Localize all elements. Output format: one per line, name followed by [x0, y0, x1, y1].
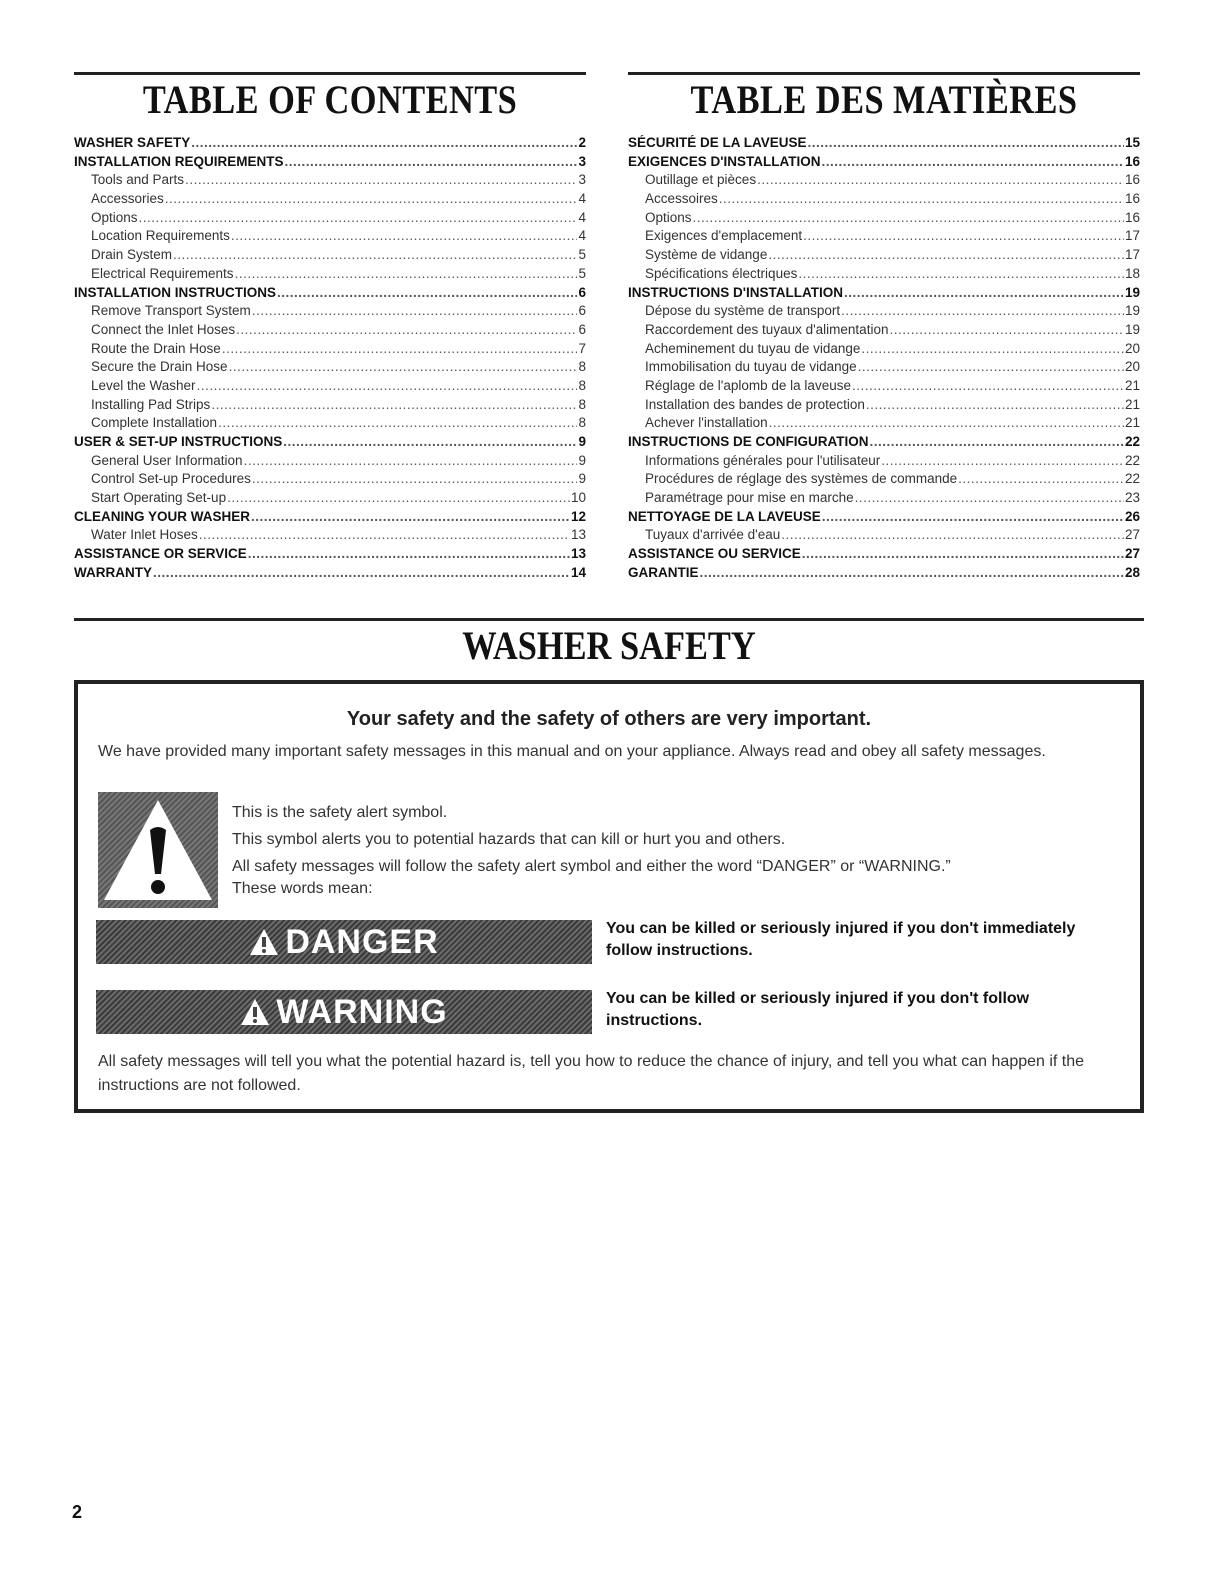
toc-entry-label: Acheminement du tuyau de vidange [645, 340, 861, 356]
toc-leader-dots [185, 172, 577, 187]
toc-entry-label: INSTALLATION REQUIREMENTS [74, 153, 284, 169]
toc-leader-dots [858, 359, 1124, 374]
toc-leader-dots [768, 247, 1124, 262]
toc-entry-label: ASSISTANCE OR SERVICE [74, 546, 247, 562]
safety-intro: We have provided many important safety messages in this manual and on your appliance. Always read and obey all safety messages. [98, 743, 1046, 760]
toc-entry-label: Remove Transport System [91, 303, 251, 319]
toc-entry-label: Exigences d'emplacement [645, 228, 803, 244]
toc-entry [628, 527, 1140, 546]
toc-leader-dots [798, 266, 1124, 281]
toc-leader-dots [191, 135, 577, 150]
toc-entry-label: Location Requirements [91, 228, 230, 244]
toc-entry [74, 509, 586, 528]
toc-leader-dots [251, 509, 570, 524]
toc-entry-label: Paramétrage pour mise en marche [645, 490, 854, 506]
toc-entry-label: Options [645, 209, 692, 225]
toc-leader-dots [803, 228, 1124, 243]
toc-entry-page: 9 [578, 434, 586, 449]
toc-leader-dots [252, 303, 578, 318]
toc-entry-page: 4 [578, 228, 586, 244]
safety-outro: All safety messages will tell you what the potential hazard is, tell you how to reduce the chance of injury, and tell you what can happen if the instructions are not followed. [98, 1053, 1085, 1094]
safety-alert-icon [98, 792, 218, 908]
toc-entry-label: INSTRUCTIONS DE CONFIGURATION [628, 434, 869, 449]
toc-entry [74, 285, 586, 304]
toc-entry [628, 322, 1140, 341]
toc-entry [74, 303, 586, 322]
toc-english-title: TABLE OF CONTENTS [142, 77, 518, 122]
toc-entry-page: 21 [1124, 396, 1140, 412]
toc-english-rule [74, 72, 586, 75]
toc-leader-dots [881, 453, 1124, 468]
toc-leader-dots [165, 191, 578, 206]
toc-entry-label: Route the Drain Hose [91, 340, 221, 356]
toc-entry-label: Tools and Parts [91, 172, 185, 188]
toc-entry-label: Immobilisation du tuyau de vidange [645, 359, 857, 375]
alert-line: All safety messages will follow the safety alert symbol and either the word “DANGER” or “WARNING.” [232, 858, 951, 875]
toc-entry-page: 28 [1124, 564, 1140, 580]
toc-entry-page: 16 [1124, 209, 1140, 225]
toc-entry-page: 9 [578, 452, 586, 468]
toc-entry [74, 565, 586, 584]
toc-leader-dots [808, 135, 1124, 150]
toc-entry [628, 453, 1140, 472]
toc-entry-page: 5 [578, 247, 586, 263]
toc-entry [628, 154, 1140, 173]
toc-leader-dots [227, 490, 570, 505]
toc-leader-dots [757, 172, 1124, 187]
toc-leader-dots [236, 322, 577, 337]
toc-entry [74, 471, 586, 490]
toc-entry-page: 15 [1124, 135, 1140, 150]
toc-leader-dots [211, 397, 577, 412]
toc-entry-page: 14 [570, 564, 586, 580]
toc-leader-dots [235, 266, 578, 281]
toc-leader-dots [197, 378, 578, 393]
warning-message: You can be killed or seriously injured if you don't follow instructions. [606, 990, 1030, 1029]
toc-entry-page: 16 [1124, 172, 1140, 188]
toc-entry-page: 26 [1124, 508, 1140, 524]
toc-entry-label: Dépose du système de transport [645, 303, 841, 319]
toc-entry [628, 434, 1140, 453]
toc-entry [74, 341, 586, 360]
toc-entry-page: 22 [1124, 434, 1140, 449]
toc-entry-label: ASSISTANCE OU SERVICE [628, 546, 801, 562]
toc-entry-label: Spécifications électriques [645, 265, 798, 281]
alert-triangle-icon [249, 928, 279, 956]
toc-entry [628, 378, 1140, 397]
toc-entry-label: Options [91, 209, 138, 225]
toc-entry-page: 27 [1124, 546, 1140, 562]
toc-leader-dots [139, 210, 578, 225]
toc-entry-label: Complete Installation [91, 415, 218, 431]
section-title: WASHER SAFETY [462, 623, 756, 668]
warning-banner [96, 990, 592, 1034]
alert-triangle-icon [240, 998, 270, 1026]
toc-leader-dots [153, 565, 570, 580]
safety-heading: Your safety and the safety of others are very important. [346, 708, 872, 730]
toc-entry [628, 359, 1140, 378]
toc-english-list [74, 135, 586, 584]
toc-leader-dots [802, 546, 1124, 561]
toc-leader-dots [244, 453, 578, 468]
toc-entry-label: Connect the Inlet Hoses [91, 321, 236, 337]
toc-entry [74, 378, 586, 397]
toc-entry [628, 471, 1140, 490]
toc-leader-dots [700, 565, 1124, 580]
toc-entry-page: 19 [1124, 284, 1140, 300]
toc-entry-page: 4 [578, 191, 586, 207]
toc-entry [628, 415, 1140, 434]
safety-box [74, 680, 1144, 1113]
toc-entry [628, 285, 1140, 304]
toc-leader-dots [781, 527, 1124, 542]
toc-entry-page: 3 [578, 172, 586, 188]
toc-entry-label: Achever l'installation [645, 415, 768, 431]
toc-leader-dots [218, 415, 577, 430]
toc-entry-label: GARANTIE [628, 564, 699, 580]
toc-entry [74, 210, 586, 229]
toc-entry [74, 546, 586, 565]
toc-entry [74, 266, 586, 285]
toc-english [74, 72, 586, 584]
toc-entry-label: Control Set-up Procedures [91, 471, 251, 487]
toc-entry [628, 210, 1140, 229]
toc-entry-page: 10 [570, 490, 586, 506]
toc-entry-page: 13 [570, 527, 586, 543]
toc-entry-label: Informations générales pour l'utilisateur [645, 452, 881, 468]
toc-entry-label: Installing Pad Strips [91, 396, 211, 412]
toc-leader-dots [252, 471, 578, 486]
toc-entry-label: INSTRUCTIONS D'INSTALLATION [628, 284, 843, 300]
toc-entry [628, 565, 1140, 584]
toc-french [628, 72, 1140, 584]
toc-french-title: TABLE DES MATIÈRES [690, 77, 1078, 122]
toc-entry-label: Procédures de réglage des systèmes de commande [645, 471, 958, 487]
toc-leader-dots [870, 434, 1124, 449]
toc-leader-dots [283, 434, 577, 449]
toc-entry-label: WASHER SAFETY [74, 135, 191, 150]
alert-line: This symbol alerts you to potential hazards that can kill or hurt you and others. [232, 831, 786, 848]
toc-entry [74, 415, 586, 434]
toc-entry [628, 303, 1140, 322]
toc-entry-page: 19 [1124, 321, 1140, 337]
toc-entry [628, 397, 1140, 416]
toc-entry [74, 322, 586, 341]
toc-entry-page: 20 [1124, 359, 1140, 375]
toc-entry-label: Installation des bandes de protection [645, 396, 865, 412]
toc-french-rule [628, 72, 1140, 75]
toc-entry-label: WARRANTY [74, 564, 152, 580]
toc-leader-dots [719, 191, 1124, 206]
warning-triangle-icon [98, 792, 218, 908]
toc-entry [74, 228, 586, 247]
toc-entry-page: 13 [570, 546, 586, 562]
toc-entry [628, 172, 1140, 191]
toc-entry [74, 154, 586, 173]
toc-entry-page: 23 [1124, 490, 1140, 506]
toc-entry-label: EXIGENCES D'INSTALLATION [628, 153, 821, 169]
toc-entry-page: 21 [1124, 415, 1140, 431]
toc-leader-dots [277, 285, 577, 300]
toc-entry-page: 12 [570, 508, 586, 524]
toc-entry-label: Outillage et pièces [645, 172, 757, 188]
toc-entry [74, 247, 586, 266]
toc-entry-label: Drain System [91, 247, 173, 263]
toc-entry-page: 8 [578, 396, 586, 412]
toc-leader-dots [889, 322, 1124, 337]
toc-entry-label: General User Information [91, 452, 243, 468]
toc-leader-dots [958, 471, 1124, 486]
toc-entry [628, 509, 1140, 528]
toc-entry-page: 18 [1124, 265, 1140, 281]
toc-leader-dots [844, 285, 1124, 300]
toc-entry-page: 22 [1124, 471, 1140, 487]
toc-entry-page: 6 [578, 321, 586, 337]
toc-entry-label: Accessoires [645, 191, 718, 207]
toc-french-list [628, 135, 1140, 584]
toc-entry [628, 135, 1140, 154]
toc-entry-label: Système de vidange [645, 247, 768, 263]
toc-entry-label: USER & SET-UP INSTRUCTIONS [74, 434, 283, 449]
toc-leader-dots [229, 359, 578, 374]
toc-leader-dots [769, 415, 1124, 430]
toc-entry [628, 191, 1140, 210]
warning-word: WARNING [276, 992, 448, 1031]
toc-entry [74, 434, 586, 453]
toc-entry-label: Water Inlet Hoses [91, 527, 198, 543]
toc-entry-page: 16 [1124, 153, 1140, 169]
toc-entry-label: Raccordement des tuyaux d'alimentation [645, 321, 889, 337]
toc-leader-dots [821, 154, 1124, 169]
toc-leader-dots [841, 303, 1124, 318]
toc-entry-page: 21 [1124, 377, 1140, 393]
toc-leader-dots [285, 154, 578, 169]
toc-entry-page: 8 [578, 359, 586, 375]
page-number: 2 [72, 1502, 83, 1522]
alert-line: This is the safety alert symbol. [232, 804, 448, 821]
toc-entry [628, 266, 1140, 285]
toc-leader-dots [231, 228, 578, 243]
toc-entry-page: 9 [578, 471, 586, 487]
toc-leader-dots [866, 397, 1124, 412]
toc-entry-label: Accessories [91, 191, 164, 207]
toc-entry [628, 490, 1140, 509]
toc-entry-page: 3 [578, 153, 586, 169]
toc-entry-page: 8 [578, 415, 586, 431]
danger-banner [96, 920, 592, 964]
toc-entry-page: 8 [578, 377, 586, 393]
toc-entry-page: 6 [578, 303, 586, 319]
toc-entry-page: 5 [578, 265, 586, 281]
toc-entry [628, 341, 1140, 360]
toc-leader-dots [852, 378, 1124, 393]
toc-entry-label: SÉCURITÉ DE LA LAVEUSE [628, 135, 807, 150]
toc-entry-label: Level the Washer [91, 377, 196, 393]
toc-leader-dots [199, 527, 570, 542]
danger-word: DANGER [285, 922, 439, 961]
toc-entry [74, 172, 586, 191]
danger-message: You can be killed or seriously injured if you don't immediately follow instructions. [606, 920, 1076, 959]
toc-entry [628, 546, 1140, 565]
toc-entry-page: 2 [578, 135, 586, 150]
toc-entry-page: 19 [1124, 303, 1140, 319]
toc-leader-dots [693, 210, 1124, 225]
toc-entry-label: Secure the Drain Hose [91, 359, 228, 375]
toc-entry [628, 247, 1140, 266]
toc-leader-dots [861, 341, 1124, 356]
toc-entry-page: 17 [1124, 247, 1140, 263]
toc-leader-dots [173, 247, 577, 262]
toc-entry-page: 27 [1124, 527, 1140, 543]
toc-entry [74, 490, 586, 509]
toc-entry [74, 527, 586, 546]
toc-entry-page: 20 [1124, 340, 1140, 356]
toc-entry [74, 191, 586, 210]
alert-line: These words mean: [232, 880, 373, 897]
toc-entry-page: 6 [578, 284, 586, 300]
toc-entry-page: 16 [1124, 191, 1140, 207]
toc-entry-label: Start Operating Set-up [91, 490, 227, 506]
toc-entry-label: CLEANING YOUR WASHER [74, 508, 251, 524]
toc-entry-page: 22 [1124, 452, 1140, 468]
toc-entry [74, 397, 586, 416]
toc-entry-page: 17 [1124, 228, 1140, 244]
toc-entry [628, 228, 1140, 247]
toc-entry-label: Tuyaux d'arrivée d'eau [645, 527, 781, 543]
toc-entry-page: 7 [578, 340, 586, 356]
section-rule [74, 618, 1144, 621]
toc-entry [74, 453, 586, 472]
toc-entry [74, 135, 586, 154]
toc-entry [74, 359, 586, 378]
toc-leader-dots [222, 341, 578, 356]
toc-leader-dots [248, 546, 570, 561]
toc-entry-page: 4 [578, 209, 586, 225]
toc-entry-label: Réglage de l'aplomb de la laveuse [645, 377, 851, 393]
toc-entry-label: INSTALLATION INSTRUCTIONS [74, 284, 276, 300]
toc-entry-label: Electrical Requirements [91, 265, 234, 281]
toc-leader-dots [822, 509, 1124, 524]
toc-entry-label: NETTOYAGE DE LA LAVEUSE [628, 508, 821, 524]
toc-leader-dots [855, 490, 1124, 505]
